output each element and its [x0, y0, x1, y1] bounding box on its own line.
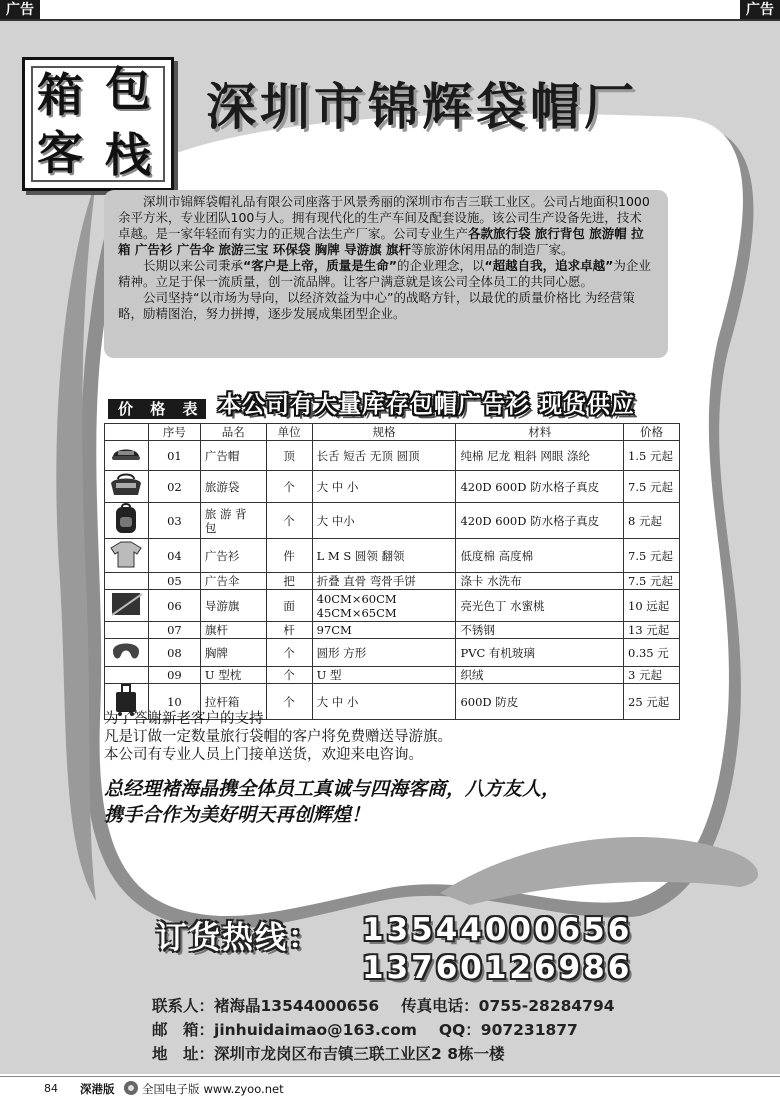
price-list-label: 价 格 表	[108, 399, 206, 419]
row-spec: 大 中小	[312, 503, 456, 539]
price-table	[104, 423, 680, 720]
header-material: 材料	[456, 424, 624, 441]
row-material: 低度棉 高度棉	[456, 539, 624, 573]
row-name: 广告伞	[200, 573, 266, 590]
row-name: 胸牌	[200, 639, 266, 667]
row-material: 织绒	[456, 667, 624, 684]
row-no: 07	[148, 622, 200, 639]
travel-bag-icon	[108, 488, 144, 502]
row-name: 广告帽	[200, 441, 266, 471]
row-spec: 圆形 方形	[312, 639, 456, 667]
stock-banner: 本公司有大量库存包帽广告衫 现货供应	[218, 392, 636, 418]
page-number: 84	[44, 1082, 58, 1095]
ad-tag-right: 广告	[740, 0, 780, 20]
qq-label: QQ：	[438, 1021, 481, 1039]
site-url[interactable]: www.zyoo.net	[203, 1082, 284, 1096]
qq-number[interactable]: 907231877	[480, 1021, 578, 1039]
company-title: 深圳市锦辉袋帽厂	[206, 78, 638, 136]
row-unit: 顶	[266, 441, 312, 471]
row-no: 04	[148, 539, 200, 573]
row-material: PVC 有机玻璃	[456, 639, 624, 667]
thanks-line-1: 为了答谢新老客户的支持	[104, 711, 264, 727]
row-no: 03	[148, 503, 200, 539]
row-spec: 大 中 小	[312, 471, 456, 503]
address: 深圳市龙岗区布吉镇三联工业区2 8栋一楼	[214, 1045, 505, 1063]
ad-tag-left: 广告	[0, 0, 40, 20]
row-unit: 个	[266, 684, 312, 720]
row-unit: 个	[266, 639, 312, 667]
row-price: 10 远起	[624, 590, 680, 622]
row-image	[105, 573, 149, 590]
row-price: 0.35 元	[624, 639, 680, 667]
slogan-line-2: 携手合作为美好明天再创辉煌！	[104, 804, 371, 826]
row-image	[105, 441, 149, 471]
page-footer	[0, 1076, 780, 1100]
intro-paragraph-1: 深圳市锦辉袋帽礼品有限公司座落于风景秀丽的深圳市布吉三联工业区。公司占地面积1000余平方米，专业团队100与人。拥有现代化的生产车间及配套设施。该公司生产设备先进，技术卓越。是一家年轻而有实力的正规合法生产厂家。公司专业生产各款旅行袋 旅行背包 旅游帽 拉箱 广告衫 广告伞 旅游三宝 环保袋 胸牌 导游旗 旗杆等旅游休闲用品的制造厂家。	[118, 194, 650, 257]
table-row	[105, 573, 680, 590]
row-no: 09	[148, 667, 200, 684]
row-no: 01	[148, 441, 200, 471]
contact-person[interactable]: 褚海晶13544000656	[214, 997, 380, 1015]
cap-icon	[109, 456, 143, 470]
row-unit: 个	[266, 471, 312, 503]
hotline-phone-1[interactable]: 13544000656	[362, 912, 633, 948]
row-name: 广告衫	[200, 539, 266, 573]
slogan-line-1: 总经理褚海晶携全体员工真诚与四海客商，八方友人，	[104, 778, 561, 800]
header-price: 价格	[624, 424, 680, 441]
row-spec: 97CM	[312, 622, 456, 639]
table-row	[105, 639, 680, 667]
slogan	[104, 776, 560, 828]
row-image	[105, 667, 149, 684]
row-price: 3 元起	[624, 667, 680, 684]
row-unit: 个	[266, 503, 312, 539]
table-row	[105, 503, 680, 539]
table-row	[105, 471, 680, 503]
edition-logo-icon	[124, 1081, 138, 1095]
row-price: 7.5 元起	[624, 539, 680, 573]
table-row	[105, 539, 680, 573]
row-unit: 个	[266, 667, 312, 684]
row-image	[105, 503, 149, 539]
table-row	[105, 441, 680, 471]
row-spec: 大 中 小	[312, 684, 456, 720]
header-name: 品名	[200, 424, 266, 441]
row-spec: 长舌 短舌 无顶 圆顶	[312, 441, 456, 471]
row-unit: 杆	[266, 622, 312, 639]
site-label: 全国电子版	[142, 1082, 200, 1096]
row-material: 纯棉 尼龙 粗斜 网眼 涤纶	[456, 441, 624, 471]
row-material: 420D 600D 防水格子真皮	[456, 503, 624, 539]
table-row	[105, 667, 680, 684]
header-image	[105, 424, 149, 441]
row-name: 旗杆	[200, 622, 266, 639]
row-price: 7.5 元起	[624, 471, 680, 503]
row-material: 420D 600D 防水格子真皮	[456, 471, 624, 503]
hotline-label: 订货热线：	[156, 920, 321, 956]
row-spec: L M S 圆领 翻领	[312, 539, 456, 573]
row-no: 02	[148, 471, 200, 503]
row-name: 导游旗	[200, 590, 266, 622]
header-spec: 规格	[312, 424, 456, 441]
table-row	[105, 590, 680, 622]
row-image	[105, 622, 149, 639]
row-no: 08	[148, 639, 200, 667]
contact-line-3	[152, 1042, 504, 1064]
row-image	[105, 539, 149, 573]
logo-box	[22, 57, 174, 191]
row-spec: U 型	[312, 667, 456, 684]
intro-paragraph-2: 长期以来公司秉承“客户是上帝，质量是生命”的企业理念，以“超越自我，追求卓越”为企业精神。立足于保一流质量，创一流品牌。让客户满意就是该公司全体员工的共同心愿。	[118, 258, 651, 289]
contact-line-1	[152, 994, 615, 1016]
thanks-line-3: 本公司有专业人员上门接单送货，欢迎来电咨询。	[104, 747, 423, 763]
row-material: 600D 防皮	[456, 684, 624, 720]
row-no: 05	[148, 573, 200, 590]
contact-person-label: 联系人：	[152, 997, 215, 1015]
tshirt-icon	[109, 558, 143, 572]
row-unit: 把	[266, 573, 312, 590]
row-price: 25 元起	[624, 684, 680, 720]
row-name: 拉杆箱	[200, 684, 266, 720]
thanks-line-2: 凡是订做一定数量旅行袋帽的客户将免费赠送导游旗。	[104, 729, 452, 745]
row-price: 7.5 元起	[624, 573, 680, 590]
row-material: 涤卡 水洗布	[456, 573, 624, 590]
row-unit: 面	[266, 590, 312, 622]
row-spec: 40CM×60CM 45CM×65CM	[312, 590, 456, 622]
row-no: 06	[148, 590, 200, 622]
neck-pillow-icon	[109, 652, 143, 666]
price-table-body	[105, 441, 680, 720]
company-intro	[104, 190, 668, 358]
row-price: 1.5 元起	[624, 441, 680, 471]
email-label: 邮 箱：	[152, 1021, 215, 1039]
price-table-header	[105, 424, 680, 441]
row-material: 亮光色丁 水蜜桃	[456, 590, 624, 622]
logo-char-2: 包	[105, 62, 151, 116]
row-material: 不锈钢	[456, 622, 624, 639]
email-address[interactable]: jinhuidaimao@163.com	[214, 1021, 417, 1039]
edition-label: 深港版	[80, 1082, 115, 1096]
row-unit: 件	[266, 539, 312, 573]
contact-line-2	[152, 1018, 578, 1040]
backpack-icon	[111, 524, 141, 538]
fax-number[interactable]: 0755-28284794	[478, 997, 615, 1015]
thanks-text	[104, 710, 452, 764]
row-image	[105, 471, 149, 503]
flag-icon	[108, 607, 144, 621]
row-price: 8 元起	[624, 503, 680, 539]
row-no: 10	[148, 684, 200, 720]
logo-char-4: 栈	[105, 128, 151, 182]
row-name: 旅 游 背 包	[200, 503, 266, 539]
row-name: 旅游袋	[200, 471, 266, 503]
row-price: 13 元起	[624, 622, 680, 639]
header-no: 序号	[148, 424, 200, 441]
header-unit: 单位	[266, 424, 312, 441]
row-image	[105, 590, 149, 622]
logo-char-1: 箱	[37, 68, 83, 122]
intro-paragraph-3: 公司坚持“以市场为导向，以经济效益为中心”的战略方针，以最优的质量价格比 为经营策略，励精图治，努力拼搏，逐步发展成集团型企业。	[118, 290, 635, 321]
site-info	[142, 1081, 284, 1097]
logo-char-3: 客	[37, 126, 83, 180]
row-name: U 型枕	[200, 667, 266, 684]
hotline-phone-2[interactable]: 13760126986	[362, 950, 633, 986]
fax-label: 传真电话：	[401, 997, 479, 1015]
row-image	[105, 639, 149, 667]
table-row	[105, 622, 680, 639]
address-label: 地 址：	[152, 1045, 215, 1063]
row-spec: 折叠 直骨 弯骨手饼	[312, 573, 456, 590]
